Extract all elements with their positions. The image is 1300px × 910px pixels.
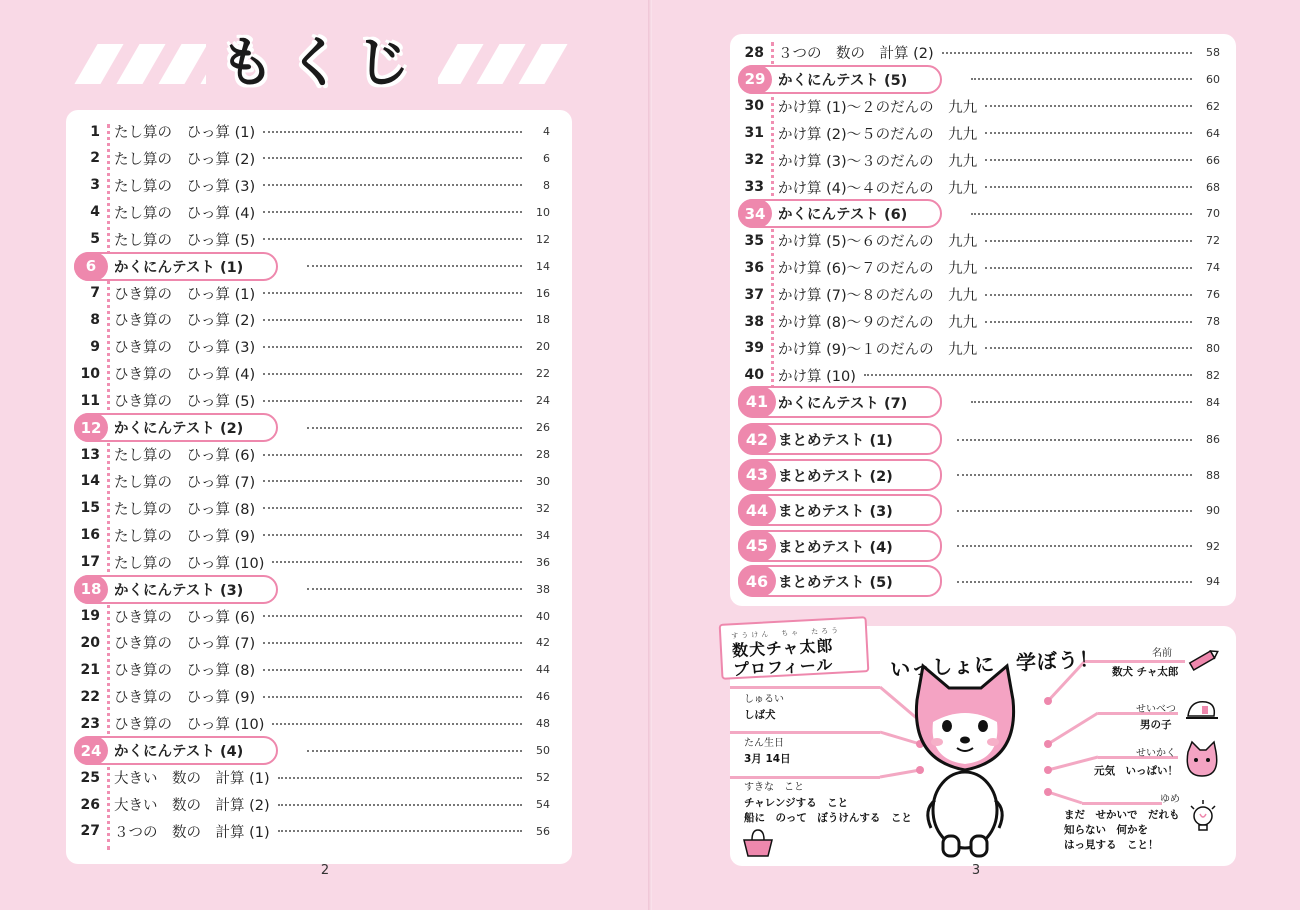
toc-leader-dots: [985, 267, 1192, 269]
toc-leader-dots: [307, 265, 522, 267]
toc-page-number: 10: [536, 205, 550, 219]
toc-leader-dots: [263, 454, 522, 456]
toc-label: ３つの 数の 計算 (1): [114, 824, 270, 841]
toc-page-number: 86: [1206, 433, 1220, 446]
toc-row[interactable]: [66, 710, 550, 737]
toc-label: かくにんテスト (6): [778, 207, 908, 224]
birthday-value: 3月 14日: [744, 753, 791, 765]
toc-number: 8: [90, 311, 100, 328]
toc-row[interactable]: [66, 145, 550, 172]
toc-page-number: 52: [536, 771, 550, 785]
toc-label: かけ算 (1)～２のだんの 九九: [778, 99, 978, 116]
toc-page-number: 44: [536, 663, 550, 677]
test-number-badge: 46: [738, 565, 776, 597]
toc-leader-dots: [307, 588, 522, 590]
toc-page-number: 6: [543, 151, 550, 165]
toc-label: たし算の ひっ算 (2): [114, 151, 256, 168]
toc-leader-dots: [985, 321, 1192, 323]
cap-icon: [1184, 696, 1220, 726]
toc-label: ひき算の ひっ算 (6): [114, 609, 256, 626]
dog-mascot-icon: [905, 660, 1025, 860]
toc-row[interactable]: [730, 362, 1220, 389]
toc-row[interactable]: [66, 791, 550, 818]
toc-label: ひき算の ひっ算 (1): [114, 286, 256, 303]
toc-row[interactable]: [730, 174, 1220, 201]
toc-leader-dots: [985, 347, 1192, 349]
toc-page-number: 54: [536, 798, 550, 811]
toc-test-row[interactable]: [66, 737, 550, 764]
test-number-badge: 18: [74, 575, 108, 604]
toc-leader-dots: [864, 374, 1192, 376]
toc-leader-dots: [263, 184, 522, 186]
toc-label: ひき算の ひっ算 (3): [114, 340, 256, 357]
toc-leader-dots: [263, 480, 522, 482]
toc-label: かくにんテスト (5): [778, 72, 908, 89]
toc-leader-dots: [985, 132, 1192, 134]
toc-page-number: 32: [536, 501, 550, 515]
toc-leader-dots: [263, 696, 522, 698]
toc-test-row[interactable]: [730, 568, 1220, 595]
toc-number: 33: [744, 179, 764, 195]
profile-slogan: いっしょに 学ぼう！: [889, 646, 1101, 682]
toc-page-number: 28: [536, 448, 550, 462]
toc-number: 26: [80, 796, 100, 813]
toc-row[interactable]: [66, 656, 550, 683]
toc-page-number: 70: [1206, 207, 1220, 221]
toc-label: ひき算の ひっ算 (10): [114, 717, 265, 734]
toc-row[interactable]: [66, 280, 550, 307]
test-number-badge: 24: [74, 736, 108, 765]
toc-label: 大きい 数の 計算 (1): [114, 771, 270, 788]
toc-leader-dots: [263, 615, 522, 617]
profile-title-line1: 数犬チャ太郎: [731, 635, 834, 661]
toc-page-number: 62: [1206, 99, 1220, 113]
toc-number: 38: [744, 313, 764, 330]
toc-leader-dots: [263, 534, 522, 536]
name-value: 数犬 チャ太郎: [1112, 666, 1179, 678]
toc-row[interactable]: [66, 441, 550, 468]
toc-label: まとめテスト (4): [778, 539, 893, 556]
toc-label: かけ算 (8)～９のだんの 九九: [778, 315, 978, 331]
profile-furigana: すうけん ちゃ たろう: [731, 626, 842, 641]
test-number-badge: 44: [738, 494, 776, 526]
toc-leader-dots: [263, 292, 522, 294]
toc-test-row[interactable]: [730, 426, 1220, 453]
toc-leader-dots: [957, 581, 1192, 583]
boat-bag-icon: [738, 826, 778, 860]
toc-row[interactable]: [66, 333, 550, 360]
toc-number: 9: [90, 338, 100, 355]
toc-leader-dots: [957, 545, 1192, 547]
toc-label: たし算の ひっ算 (4): [114, 205, 256, 222]
toc-number: 36: [744, 259, 764, 276]
toc-leader-dots: [278, 804, 522, 806]
dream-label: ゆめ: [1160, 794, 1180, 805]
toc-label: かけ算 (10): [778, 368, 856, 385]
toc-row[interactable]: [730, 281, 1220, 308]
toc-leader-dots: [957, 474, 1192, 476]
toc-page-number: 88: [1206, 468, 1220, 482]
toc-page-number: 4: [543, 125, 550, 138]
toc-label: かけ算 (4)～４のだんの 九九: [778, 180, 978, 197]
toc-page-number: 48: [536, 717, 550, 731]
toc-number: 40: [744, 367, 764, 384]
toc-panel-right: [730, 34, 1236, 606]
toc-label: たし算の ひっ算 (9): [114, 528, 256, 545]
page-number-left: 2: [320, 863, 330, 878]
name-label: 名前: [1152, 648, 1172, 659]
birthday-label: たん生日: [744, 738, 784, 749]
toc-test-row[interactable]: [66, 414, 550, 441]
toc-number: 13: [80, 446, 100, 463]
toc-test-row[interactable]: [730, 462, 1220, 489]
toc-page-number: 42: [536, 636, 550, 650]
test-number-badge: 43: [738, 459, 776, 491]
page-title: もくじ: [206, 30, 438, 96]
toc-number: 3: [90, 177, 100, 194]
toc-number: 22: [80, 688, 100, 705]
toc-label: ひき算の ひっ算 (7): [114, 636, 256, 653]
toc-page-number: 46: [536, 690, 550, 704]
dog-face-icon: [1184, 740, 1220, 780]
toc-label: ひき算の ひっ算 (2): [114, 313, 256, 330]
lightbulb-icon: [1186, 796, 1220, 836]
toc-leader-dots: [263, 238, 522, 240]
toc-number: 10: [80, 365, 100, 382]
toc-number: 2: [90, 150, 100, 167]
toc-number: 21: [80, 661, 100, 678]
toc-page-number: 22: [536, 367, 550, 381]
toc-page-number: 50: [536, 744, 550, 758]
toc-row[interactable]: [66, 683, 550, 710]
breed-value: しば犬: [744, 709, 776, 721]
toc-row[interactable]: [66, 468, 550, 495]
toc-page-number: 26: [536, 421, 550, 435]
page-gutter: [648, 0, 652, 910]
toc-number: 15: [80, 500, 100, 517]
toc-row[interactable]: [730, 227, 1220, 254]
title-stripe: [518, 44, 567, 84]
toc-row[interactable]: [66, 306, 550, 333]
toc-row[interactable]: [730, 93, 1220, 120]
toc-label: たし算の ひっ算 (6): [114, 448, 256, 465]
toc-leader-dots: [957, 439, 1192, 441]
toc-label: ひき算の ひっ算 (8): [114, 663, 256, 680]
toc-leader-dots: [985, 294, 1192, 296]
toc-leader-dots: [263, 669, 522, 671]
title-stripe: [74, 44, 123, 84]
toc-row[interactable]: [66, 818, 550, 845]
toc-row[interactable]: [66, 226, 550, 253]
toc-label: まとめテスト (5): [778, 575, 893, 591]
toc-page-number: 16: [536, 286, 550, 300]
toc-label: まとめテスト (3): [778, 504, 893, 520]
toc-leader-dots: [263, 319, 522, 321]
toc-label: たし算の ひっ算 (10): [114, 555, 265, 572]
toc-page-number: 34: [536, 528, 550, 542]
toc-label: かけ算 (6)～７のだんの 九九: [778, 261, 978, 278]
toc-page-number: 58: [1206, 46, 1220, 59]
toc-row[interactable]: [66, 549, 550, 576]
toc-leader-dots: [985, 159, 1192, 161]
toc-page-number: 24: [536, 394, 550, 408]
profile-title-box: [719, 616, 870, 680]
toc-row[interactable]: [66, 387, 550, 414]
toc-leader-dots: [263, 507, 522, 509]
toc-leader-dots: [985, 186, 1192, 188]
toc-page-number: 38: [536, 582, 550, 596]
toc-page-number: 18: [536, 313, 550, 327]
toc-row[interactable]: [730, 120, 1220, 147]
toc-label: 大きい 数の 計算 (2): [114, 798, 270, 814]
toc-leader-dots: [985, 240, 1192, 242]
title-stripe: [476, 44, 525, 84]
toc-row[interactable]: [66, 764, 550, 791]
toc-leader-dots: [263, 642, 522, 644]
toc-label: ３つの 数の 計算 (2): [778, 46, 934, 62]
toc-leader-dots: [263, 346, 522, 348]
toc-leader-dots: [263, 131, 522, 133]
toc-page-number: 80: [1206, 341, 1220, 355]
likes-label: すきな こと: [744, 782, 804, 793]
toc-page-number: 36: [536, 555, 550, 569]
toc-row[interactable]: [730, 147, 1220, 174]
toc-leader-dots: [272, 561, 522, 563]
toc-label: ひき算の ひっ算 (9): [114, 690, 256, 707]
toc-row[interactable]: [66, 603, 550, 630]
title-stripe: [158, 44, 207, 84]
toc-label: かけ算 (9)～１のだんの 九九: [778, 341, 978, 358]
toc-label: たし算の ひっ算 (5): [114, 232, 256, 249]
toc-page-number: 12: [536, 232, 550, 246]
toc-label: たし算の ひっ算 (7): [114, 474, 256, 491]
toc-row[interactable]: [730, 254, 1220, 281]
dream-line-3: はっ見する こと！: [1064, 839, 1159, 851]
toc-test-row[interactable]: [66, 576, 550, 603]
toc-number: 23: [80, 715, 100, 732]
gender-label: せいべつ: [1136, 704, 1176, 715]
toc-row[interactable]: [66, 522, 550, 549]
toc-number: 7: [90, 285, 100, 302]
toc-label: かけ算 (7)～８のだんの 九九: [778, 288, 978, 305]
toc-test-row[interactable]: [730, 497, 1220, 524]
toc-test-row[interactable]: [66, 253, 550, 280]
toc-number: 28: [744, 44, 764, 61]
likes-value-1: チャレンジする こと: [744, 797, 849, 809]
toc-label: かくにんテスト (2): [114, 421, 244, 438]
pencil-icon: [1186, 648, 1220, 672]
toc-leader-dots: [971, 78, 1192, 80]
breed-label: しゅるい: [744, 694, 784, 705]
title-stripe: [434, 44, 483, 84]
toc-row[interactable]: [66, 199, 550, 226]
toc-panel-left: [66, 110, 572, 864]
toc-page-number: 84: [1206, 395, 1220, 409]
toc-number: 27: [80, 823, 100, 840]
toc-number: 31: [744, 125, 764, 142]
toc-leader-dots: [971, 401, 1192, 403]
toc-number: 16: [80, 527, 100, 544]
profile-title-line2: プロフィール: [732, 654, 834, 680]
toc-number: 35: [744, 232, 764, 249]
toc-row[interactable]: [730, 39, 1220, 66]
toc-page-number: 78: [1206, 315, 1220, 328]
toc-page-number: 14: [536, 259, 550, 273]
toc-page-number: 30: [536, 474, 550, 488]
toc-number: 17: [80, 554, 100, 571]
likes-value-2: 船に のって ぼうけんする こと: [744, 812, 912, 824]
toc-leader-dots: [971, 213, 1192, 215]
toc-test-row[interactable]: [730, 389, 1220, 416]
dream-line-1: まだ せかいで だれも: [1064, 809, 1180, 821]
toc-label: かくにんテスト (1): [114, 259, 244, 276]
toc-label: たし算の ひっ算 (8): [114, 501, 256, 518]
toc-label: かくにんテスト (7): [778, 395, 908, 412]
toc-page-number: 90: [1206, 504, 1220, 517]
toc-page-number: 72: [1206, 234, 1220, 248]
toc-test-row[interactable]: [730, 200, 1220, 227]
toc-label: ひき算の ひっ算 (5): [114, 394, 256, 411]
dream-value: [1064, 808, 1180, 853]
toc-label: かくにんテスト (4): [114, 744, 244, 761]
toc-page-number: 74: [1206, 261, 1220, 275]
toc-row[interactable]: [66, 360, 550, 387]
toc-leader-dots: [263, 373, 522, 375]
toc-leader-dots: [307, 427, 522, 429]
toc-page-number: 68: [1206, 180, 1220, 194]
toc-label: たし算の ひっ算 (1): [114, 125, 256, 141]
toc-leader-dots: [263, 157, 522, 159]
toc-test-row[interactable]: [730, 533, 1220, 560]
test-number-badge: 12: [74, 413, 108, 442]
test-number-badge: 42: [738, 423, 776, 455]
page-number-right: 3: [971, 863, 981, 878]
test-number-badge: 6: [74, 252, 108, 281]
test-number-badge: 34: [738, 199, 772, 228]
toc-test-row[interactable]: [730, 66, 1220, 93]
toc-label: まとめテスト (2): [778, 468, 893, 485]
toc-leader-dots: [942, 52, 1192, 54]
toc-leader-dots: [278, 777, 522, 779]
toc-page-number: 40: [536, 609, 550, 623]
toc-number: 19: [80, 608, 100, 625]
test-number-badge: 29: [738, 65, 772, 94]
toc-number: 20: [80, 634, 100, 651]
toc-number: 39: [744, 340, 764, 357]
personality-value: 元気 いっぱい！: [1094, 765, 1178, 777]
toc-number: 1: [90, 123, 100, 140]
toc-leader-dots: [263, 211, 522, 213]
toc-leader-dots: [307, 750, 522, 752]
toc-leader-dots: [278, 830, 522, 832]
toc-row[interactable]: [730, 335, 1220, 362]
toc-row[interactable]: [66, 629, 550, 656]
toc-leader-dots: [957, 510, 1192, 512]
toc-label: かけ算 (3)～３のだんの 九九: [778, 153, 978, 170]
toc-label: ひき算の ひっ算 (4): [114, 367, 256, 384]
toc-page-number: 20: [536, 340, 550, 354]
toc-number: 25: [80, 769, 100, 786]
toc-number: 11: [80, 392, 100, 409]
toc-number: 4: [90, 204, 100, 221]
toc-row[interactable]: [66, 118, 550, 145]
personality-label: せいかく: [1136, 748, 1176, 759]
toc-label: かくにんテスト (3): [114, 582, 244, 599]
toc-number: 30: [744, 98, 764, 115]
toc-page-number: 76: [1206, 288, 1220, 302]
title-stripe: [116, 44, 165, 84]
toc-page-number: 64: [1206, 126, 1220, 140]
toc-number: 14: [80, 473, 100, 490]
toc-number: 32: [744, 152, 764, 169]
toc-label: まとめテスト (1): [778, 433, 893, 449]
toc-row[interactable]: [730, 308, 1220, 335]
toc-number: 5: [90, 231, 100, 248]
toc-page-number: 94: [1206, 575, 1220, 588]
toc-row[interactable]: [66, 172, 550, 199]
dream-line-2: 知らない 何かを: [1064, 824, 1148, 836]
toc-row[interactable]: [66, 495, 550, 522]
toc-page-number: 82: [1206, 368, 1220, 382]
toc-label: たし算の ひっ算 (3): [114, 178, 256, 195]
toc-number: 37: [744, 286, 764, 303]
toc-leader-dots: [263, 400, 522, 402]
toc-page-number: 60: [1206, 72, 1220, 86]
toc-leader-dots: [985, 105, 1192, 107]
toc-page-number: 56: [536, 824, 550, 838]
test-number-badge: 45: [738, 530, 776, 562]
test-number-badge: 41: [738, 386, 776, 418]
toc-label: かけ算 (2)～５のだんの 九九: [778, 126, 978, 143]
toc-page-number: 92: [1206, 539, 1220, 553]
toc-label: かけ算 (5)～６のだんの 九九: [778, 234, 978, 251]
toc-leader-dots: [272, 723, 522, 725]
toc-page-number: 8: [543, 178, 550, 192]
gender-value: 男の子: [1140, 719, 1172, 731]
toc-page-number: 66: [1206, 153, 1220, 167]
